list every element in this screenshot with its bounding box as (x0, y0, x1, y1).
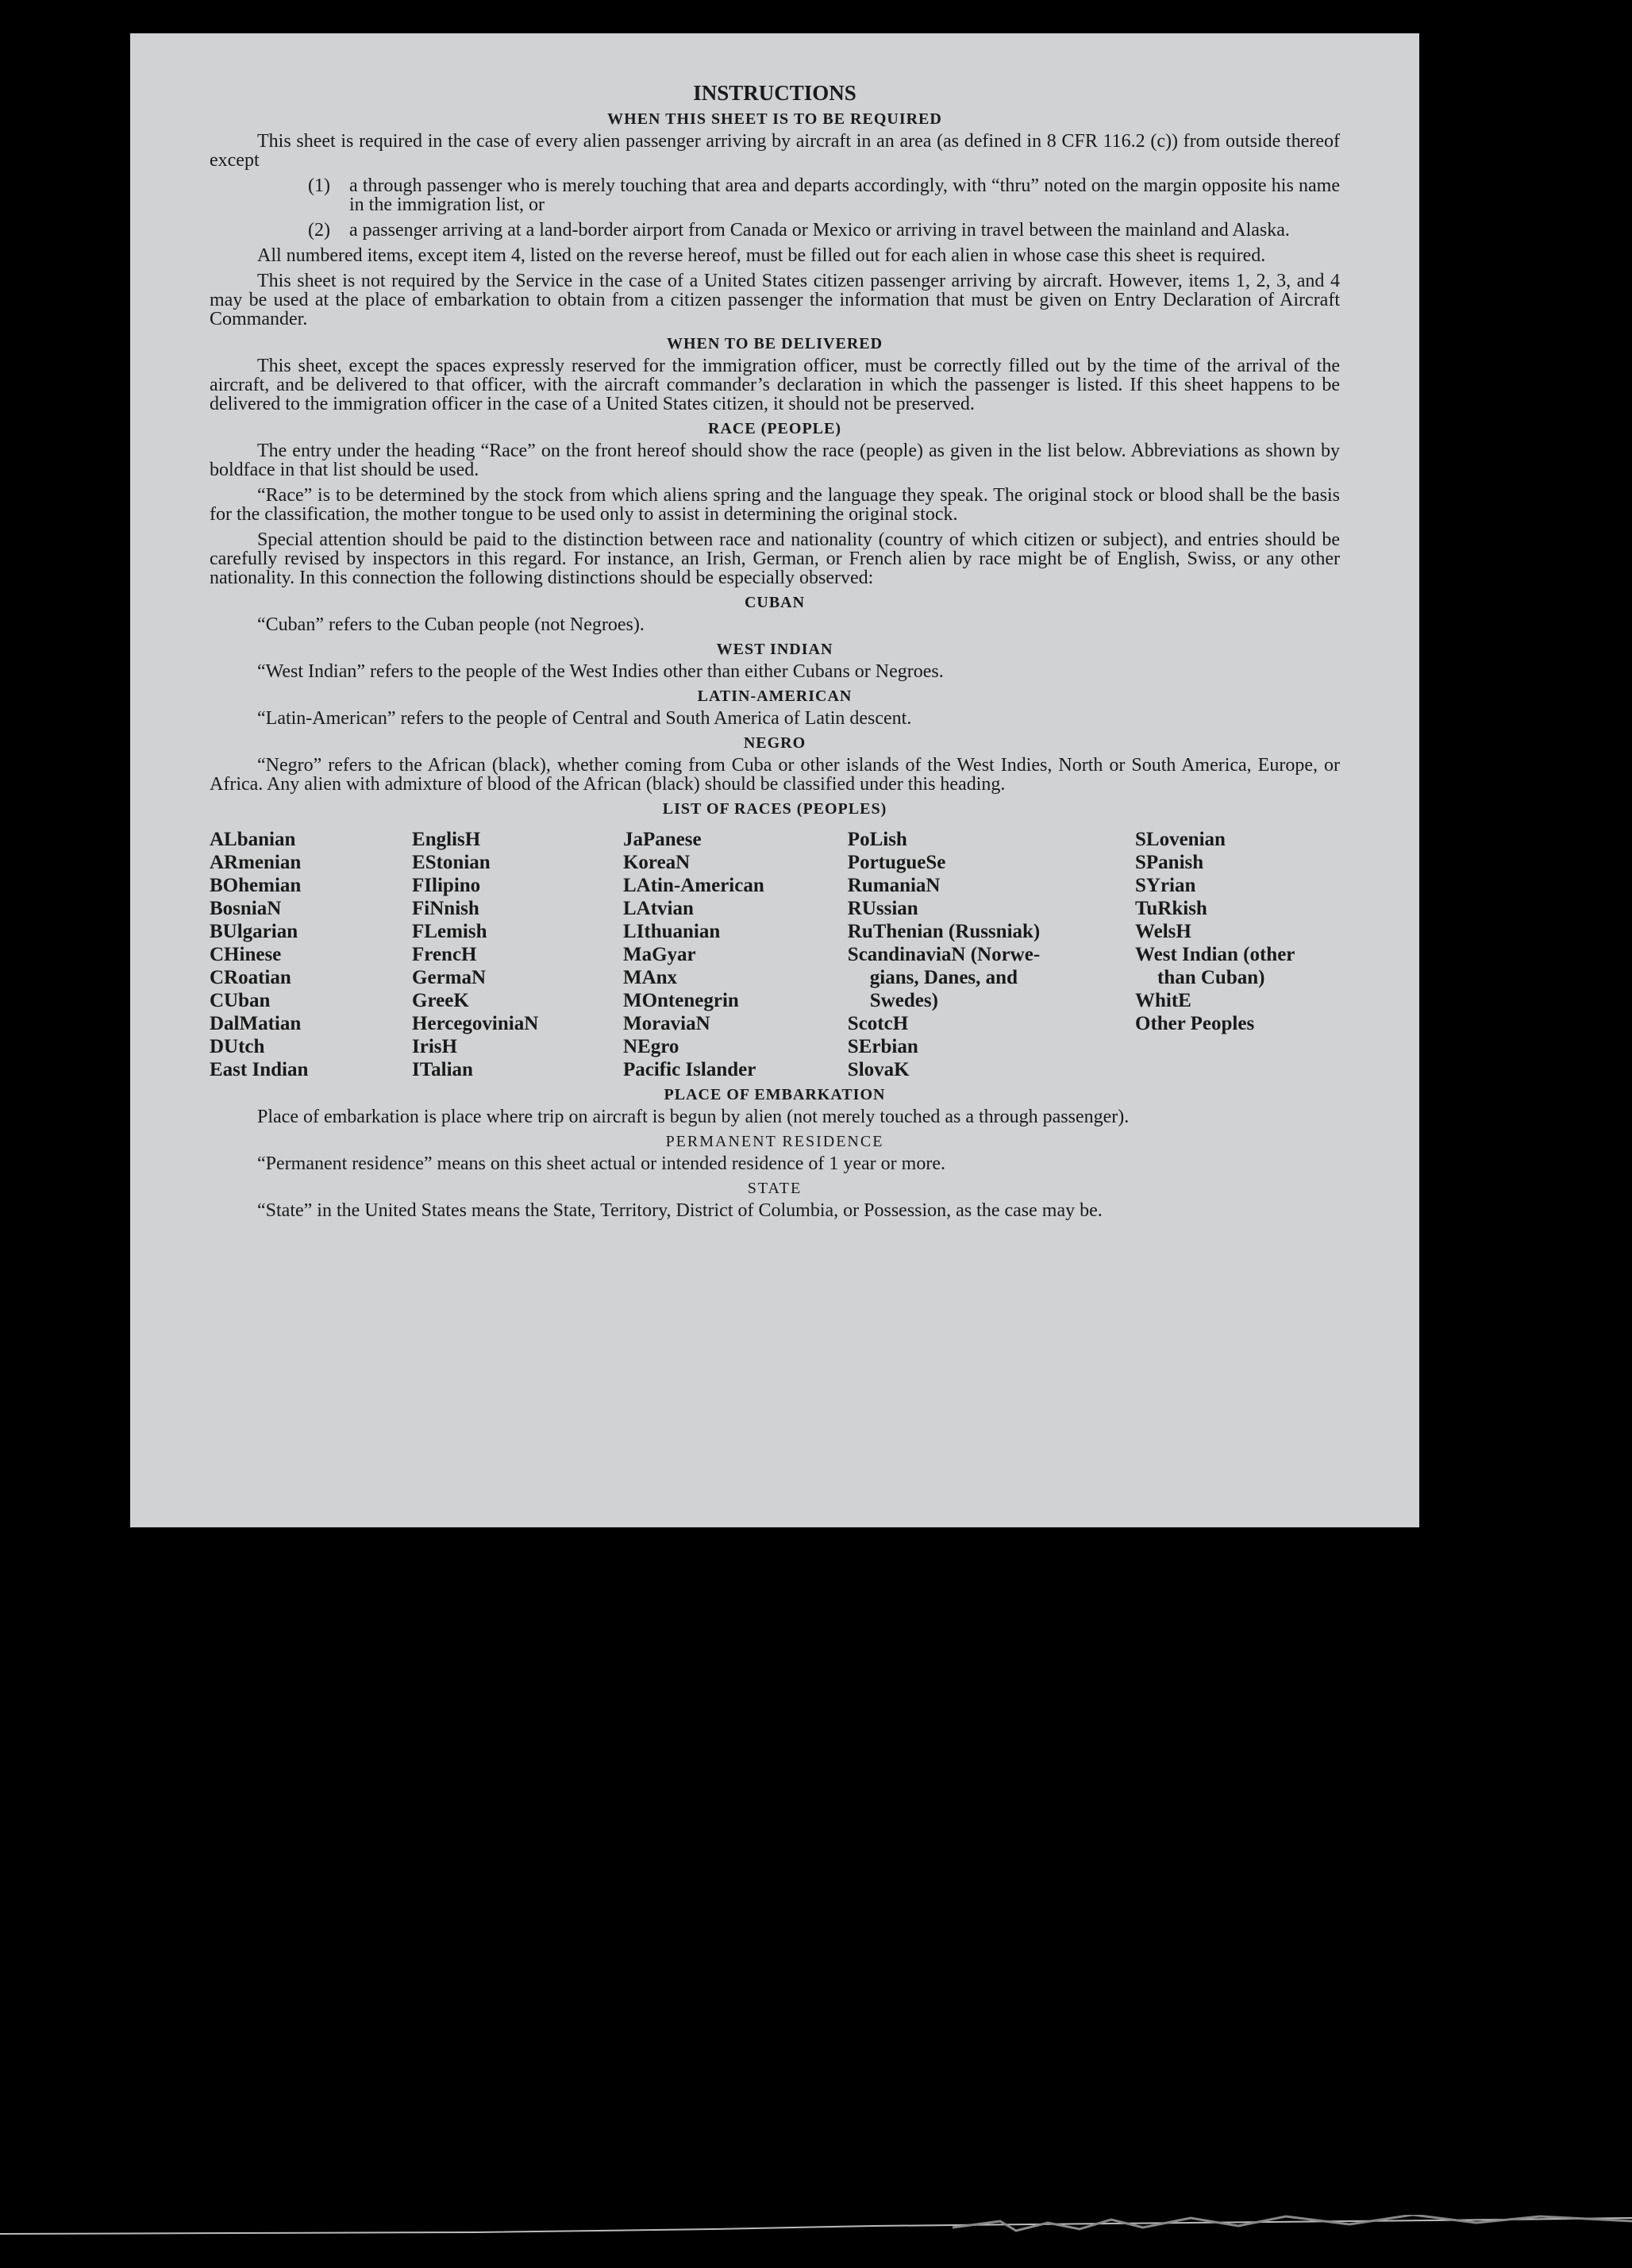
races-column-3 (623, 828, 848, 1081)
race-list-item: LIthuanian (622, 921, 721, 942)
race-list-item: KoreaN (622, 852, 691, 873)
race-list-item: ScandinaviaN (Norwe- (847, 944, 1041, 965)
scan-edge-noise (0, 2215, 1632, 2237)
race-list-item: PoLish (847, 829, 907, 850)
race-list-item: Swedes) (869, 990, 938, 1011)
section-heading-state: STATE (747, 1180, 803, 1197)
section-heading-race: RACE (PEOPLE) (708, 420, 841, 437)
race-list-item: BosniaN (210, 898, 282, 919)
race-list-item: than Cuban) (1157, 967, 1265, 988)
races-list (210, 828, 1340, 1081)
race-list-item: CRoatian (210, 967, 291, 988)
when-delivered-text: This sheet, except the spaces expressly reserved for the immigration officer, must be correctly filled out by the time of the arrival of the aircraft, and be delivered to that officer, with the aircraft commander’s declaration in which the passenger is listed. If this sheet happens to be delivered to the immigration officer in the case of a United States citizen, it should not be preserved. (210, 356, 1340, 414)
race-list-item: GreeK (412, 990, 469, 1011)
race-list-item: SlovaK (847, 1059, 910, 1080)
race-list-item: SYrian (1135, 875, 1196, 896)
race-list-item: RumaniaN (847, 875, 941, 896)
latin-american-text: “Latin-American” refers to the people of Central and South America of Latin descent. (257, 708, 912, 729)
race-list-item: BUlgarian (210, 921, 298, 942)
race-list-item: ARmenian (210, 852, 302, 873)
race-list-item: EStonian (412, 852, 491, 873)
exception-text: a through passenger who is merely touching that area and departs accordingly, with “thru” noted on the margin opposite his name in the immigration list, or (349, 175, 1340, 215)
race-list-item: GermaN (412, 967, 487, 988)
race-paragraph-3: Special attention should be paid to the distinction between race and nationality (country of which citizen or subject), and entries should be carefully revised by inspectors in this regard. For instance, an Irish, German, or French alien by race might be of English, Swiss, or any other nationality. In this connection the following distinctions should be especially observed: (210, 529, 1340, 588)
numbered-items-paragraph: All numbered items, except item 4, listed on the reverse hereof, must be filled out for each alien in whose case this sheet is required. (257, 245, 1266, 266)
exception-number: (1) (308, 175, 330, 196)
race-list-item: NEgro (622, 1036, 679, 1057)
race-paragraph-2: “Race” is to be determined by the stock from which aliens spring and the language they speak. The original stock or blood shall be the basis for the classification, the mother tongue to be used only to assist in determining the original stock. (210, 485, 1340, 525)
race-list-item: West Indian (other (1135, 944, 1295, 965)
race-list-item: SErbian (847, 1036, 918, 1057)
races-column-5 (1135, 828, 1340, 1081)
race-list-item: CUban (210, 990, 271, 1011)
race-list-item: MoraviaN (622, 1013, 710, 1034)
section-heading-when-delivered: WHEN TO BE DELIVERED (666, 335, 883, 352)
race-list-item: SLovenian (1135, 829, 1226, 850)
citizen-paragraph: This sheet is not required by the Service in the case of a United States citizen passenger arriving by aircraft. However, items 1, 2, 3, and 4 may be used at the place of embarkation to obtain from a citizen passenger the information that must be given on Entry Declaration of Aircraft Commander. (210, 271, 1340, 329)
race-list-item: EnglisH (412, 829, 481, 850)
race-list-item: Other Peoples (1135, 1013, 1255, 1034)
exception-item-2 (210, 221, 1340, 240)
when-required-intro: This sheet is required in the case of every alien passenger arriving by aircraft in an area (as defined in 8 CFR 116.2 (c)) from outside thereof except (210, 131, 1340, 171)
section-heading-embarkation: PLACE OF EMBARKATION (664, 1086, 886, 1103)
section-heading-list-of-races: LIST OF RACES (PEOPLES) (662, 800, 887, 818)
section-heading-west-indian: WEST INDIAN (716, 641, 833, 658)
race-list-item: TuRkish (1135, 898, 1207, 919)
cuban-text: “Cuban” refers to the Cuban people (not Negroes). (257, 614, 645, 635)
race-list-item: Pacific Islander (622, 1059, 756, 1080)
section-heading-residence: PERMANENT RESIDENCE (665, 1133, 884, 1150)
race-list-item: CHinese (210, 944, 282, 965)
race-list-item: SPanish (1135, 852, 1204, 873)
race-list-item: BOhemian (210, 875, 302, 896)
page-title: INSTRUCTIONS (693, 81, 856, 105)
races-column-2 (412, 828, 623, 1081)
race-list-item: DUtch (210, 1036, 265, 1057)
race-list-item: LAtvian (622, 898, 694, 919)
residence-text: “Permanent residence” means on this sheet actual or intended residence of 1 year or more. (257, 1153, 945, 1174)
race-list-item: LAtin-American (622, 875, 764, 896)
race-list-item: FrencH (412, 944, 477, 965)
negro-text: “Negro” refers to the African (black), whether coming from Cuba or other islands of the West Indies, North or South America, Europe, or Africa. Any alien with admixture of blood of the African (black) should be classified under this heading. (210, 755, 1340, 795)
race-list-item: FIlipino (412, 875, 481, 896)
race-list-item: RuThenian (Russniak) (847, 921, 1041, 942)
race-list-item: MAnx (622, 967, 678, 988)
exception-item-1 (210, 176, 1340, 214)
section-heading-latin-american: LATIN-AMERICAN (697, 687, 853, 705)
embarkation-text: Place of embarkation is place where trip on aircraft is begun by alien (not merely touched as a through passenger). (257, 1107, 1130, 1127)
west-indian-text: “West Indian” refers to the people of the West Indies other than either Cubans or Negroes. (257, 661, 944, 682)
race-list-item: WelsH (1135, 921, 1191, 942)
race-list-item: HercegoviniaN (412, 1013, 539, 1034)
instruction-sheet (130, 33, 1419, 1527)
races-column-1 (210, 828, 412, 1081)
race-list-item: gians, Danes, and (869, 967, 1018, 988)
race-list-item: IrisH (412, 1036, 457, 1057)
race-list-item: ITalian (412, 1059, 473, 1080)
race-list-item: PortugueSe (847, 852, 946, 873)
state-text: “State” in the United States means the State, Territory, District of Columbia, or Possession, as the case may be. (257, 1200, 1103, 1221)
race-list-item: RUssian (847, 898, 918, 919)
race-list-item: East Indian (210, 1059, 309, 1080)
exception-number: (2) (308, 220, 330, 241)
race-paragraph-1: The entry under the heading “Race” on the front hereof should show the race (people) as given in the list below. Abbreviations as shown by boldface in that list should be used. (210, 441, 1340, 480)
section-heading-cuban: CUBAN (744, 594, 806, 611)
section-heading-when-required: WHEN THIS SHEET IS TO BE REQUIRED (607, 110, 942, 128)
race-list-item: MOntenegrin (622, 990, 739, 1011)
race-list-item: JaPanese (622, 829, 702, 850)
section-heading-negro: NEGRO (743, 734, 806, 752)
race-list-item: ScotcH (847, 1013, 909, 1034)
races-column-4 (848, 828, 1135, 1081)
race-list-item: WhitE (1135, 990, 1191, 1011)
race-list-item: DalMatian (210, 1013, 302, 1034)
race-list-item: FiNnish (412, 898, 479, 919)
race-list-item: FLemish (412, 921, 487, 942)
race-list-item: MaGyar (622, 944, 696, 965)
exception-text: a passenger arriving at a land-border airport from Canada or Mexico or arriving in travel between the mainland and Alaska. (349, 220, 1290, 241)
race-list-item: ALbanian (210, 829, 296, 850)
